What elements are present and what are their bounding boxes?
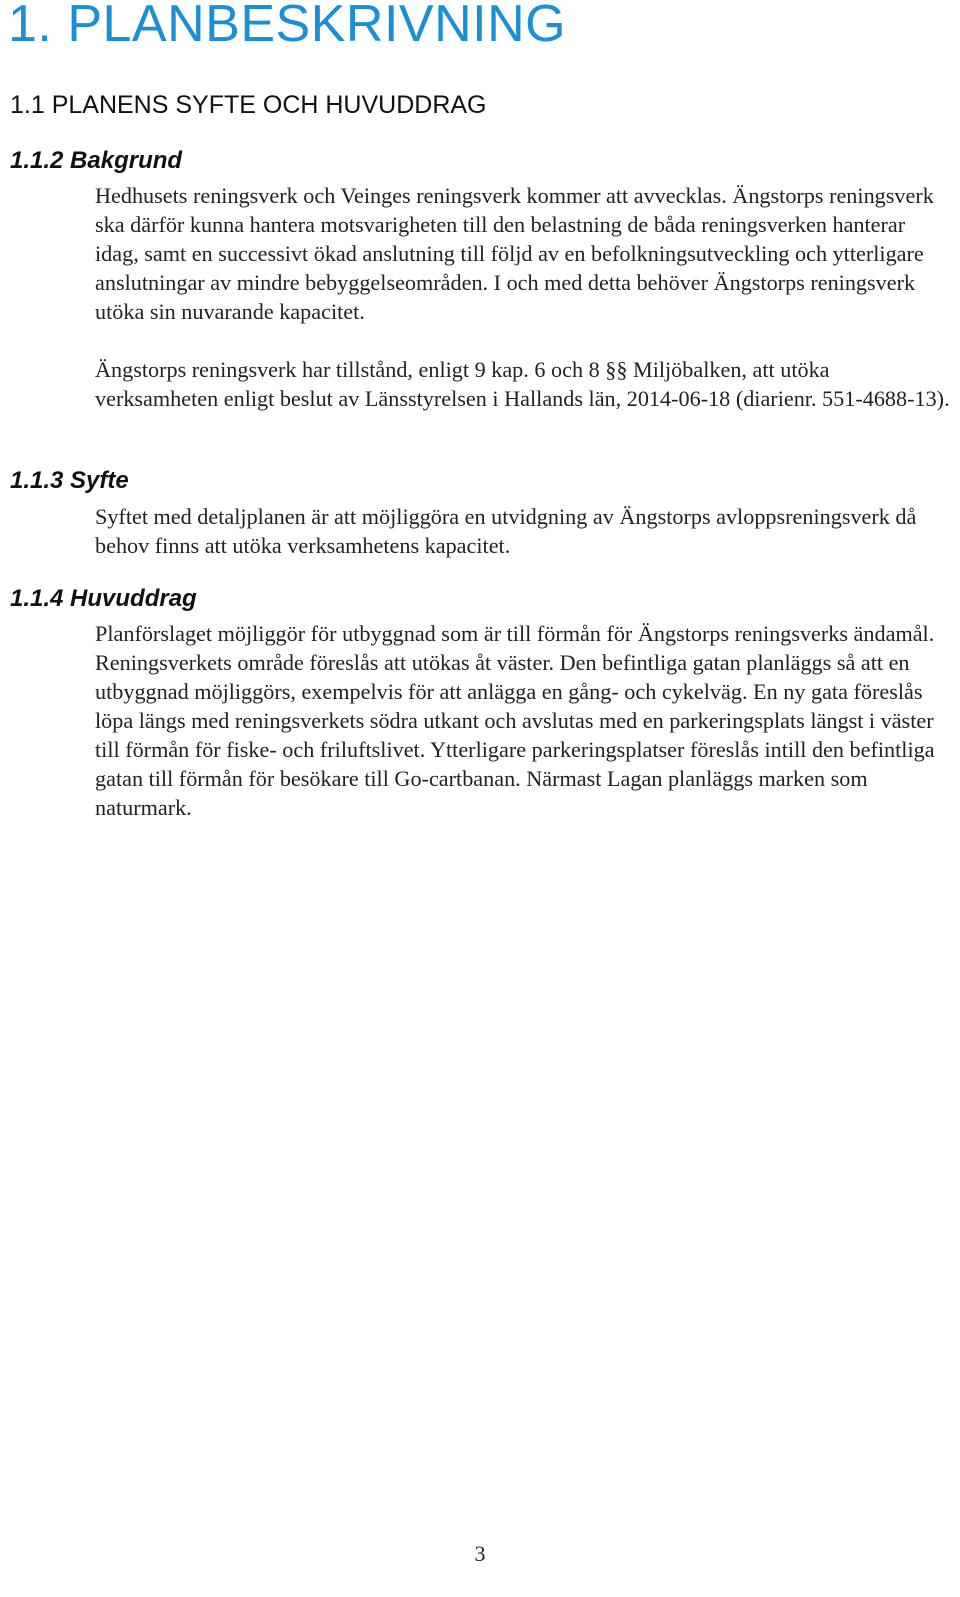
paragraph-syfte: Syftet med detaljplanen är att möjliggöra en utvidgning av Ängstorps avloppsreningsverk då behov finns att utöka verksamhetens kapacitet. bbox=[95, 504, 917, 558]
chapter-heading: 1. PLANBESKRIVNING bbox=[8, 0, 567, 53]
subsection-heading-huvuddrag: 1.1.4 Huvuddrag bbox=[10, 585, 197, 612]
paragraph-bakgrund-1: Hedhusets reningsverk och Veinges reningsverk kommer att avvecklas. Ängstorps reningsverk ska därför kunna hantera motsvarigheten till den belastning de båda reningsverken hanterar idag, samt en successivt ökad anslutning till följd av en befolkningsutveckling och ytterligare anslutningar av mindre bebyggelseområden. I och med detta behöver Ängstorps reningsverk utöka sin nuvarande kapacitet. bbox=[95, 183, 934, 324]
page-number: 3 bbox=[474, 1541, 486, 1566]
subsection-heading-syfte: 1.1.3 Syfte bbox=[10, 467, 129, 494]
subsection-heading-bakgrund: 1.1.2 Bakgrund bbox=[10, 147, 183, 174]
section-heading: 1.1 PLANENS SYFTE OCH HUVUDDRAG bbox=[10, 91, 487, 119]
paragraph-bakgrund-2: Ängstorps reningsverk har tillstånd, enligt 9 kap. 6 och 8 §§ Miljöbalken, att utöka verksamheten enligt beslut av Länsstyrelsen i Hallands län, 2014-06-18 (diarienr. 551-4688-13). bbox=[95, 357, 950, 411]
paragraph-huvuddrag: Planförslaget möjliggör för utbyggnad som är till förmån för Ängstorps reningsverks ändamål. Reningsverkets område föreslås att utökas åt väster. Den befintliga gatan planläggs så att en utbyggnad möjliggörs, exempelvis för att anlägga en gång- och cykelväg. En ny gata föreslås löpa längs med reningsverkets södra utkant och avslutas med en parkeringsplats längst i väster till förmån för fiske- och friluftslivet. Ytterligare parkeringsplatser föreslås intill den befintliga gatan till förmån för besökare till Go-cartbanan. Närmast Lagan planläggs marken som naturmark. bbox=[95, 621, 935, 820]
